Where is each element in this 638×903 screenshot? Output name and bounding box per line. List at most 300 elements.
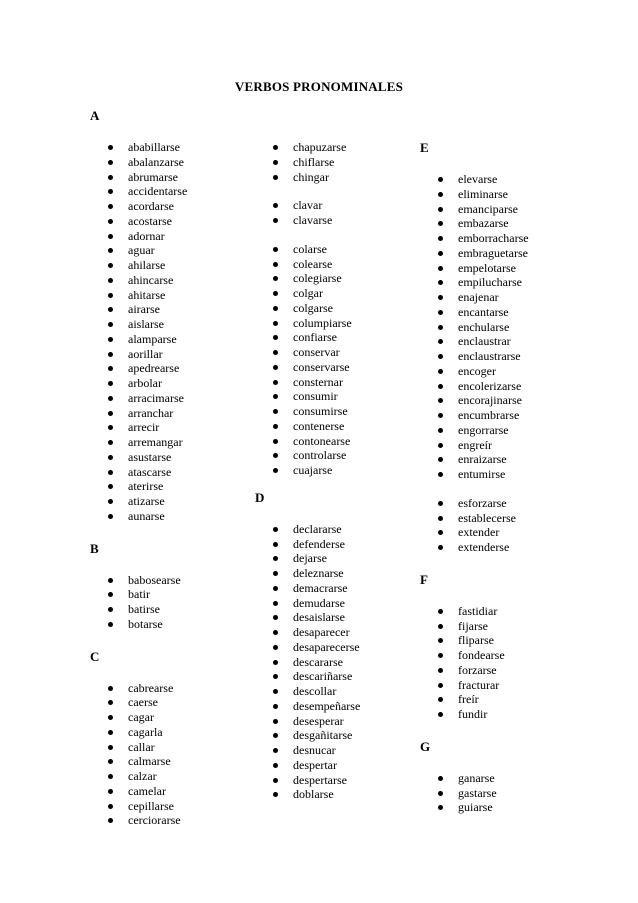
bullet-icon [438,339,443,344]
verb-text: fijarse [458,618,488,633]
verb-text: colearse [293,256,333,271]
verb-text: colgar [293,286,323,300]
list-item [420,290,529,305]
bullet-icon [108,396,113,401]
list-item [90,784,187,799]
verb-text: fliparse [458,633,494,648]
list-item [255,434,360,449]
bullet-icon [273,733,278,738]
list-item [90,725,187,740]
verb-text: batir [128,587,150,602]
verb-text: acordarse [128,199,174,213]
bullet-icon [108,592,113,597]
verb-text: clavar [293,198,323,213]
bullet-icon [273,380,278,385]
verb-text: botarse [128,616,163,631]
bullet-icon [108,730,113,735]
list-item [420,187,529,202]
bullet-icon [273,719,278,724]
verb-text: empelotarse [458,260,516,275]
verb-text: fundir [458,707,488,721]
list-item [90,243,187,258]
bullet-icon [108,715,113,720]
bullet-icon [273,203,278,208]
bullet-icon [438,638,443,643]
bullet-icon [438,354,443,359]
bullet-icon [438,177,443,182]
bullet-icon [108,804,113,809]
column-1 [90,108,187,828]
bullet-icon [438,398,443,403]
verb-text: aorillar [128,346,163,361]
bullet-icon [438,221,443,226]
bullet-icon [108,263,113,268]
bullet-icon [273,276,278,281]
verb-text: doblarse [293,787,334,802]
list-item [90,273,187,288]
verb-text: enraizarse [458,452,507,467]
verb-text: colegiarse [293,271,342,286]
verb-text: cepillarse [128,798,174,813]
verb-text: clavarse [293,213,333,227]
bullet-icon [108,411,113,416]
list-item [90,465,187,480]
bullet-icon [438,310,443,315]
list-item [420,216,529,231]
bullet-icon [273,175,278,180]
list-item [90,302,187,317]
list-item [420,379,529,394]
bullet-icon [273,615,278,620]
section-letter: D [255,489,265,505]
list-item [255,610,360,625]
list-item [90,813,187,828]
bullet-icon [273,145,278,150]
bullet-icon [273,778,278,783]
verb-text: batirse [128,602,160,616]
bullet-icon [108,175,113,180]
bullet-icon [108,307,113,312]
verb-text: encolerizarse [458,378,522,393]
list-item [90,199,187,214]
verb-text: fastidiar [458,603,498,618]
verb-text: desgañitarse [293,728,353,743]
verb-text: emanciparse [458,201,518,216]
bullet-icon [438,295,443,300]
list-item [90,155,187,170]
bullet-icon [108,499,113,504]
verb-text: enclaustrar [458,334,511,349]
list-item [420,408,529,423]
bullet-icon [108,745,113,750]
bullet-icon [273,291,278,296]
list-item [255,522,360,537]
bullet-icon [108,686,113,691]
bullet-icon [108,189,113,194]
list-item [420,496,529,511]
bullet-icon [273,453,278,458]
verb-text: aunarse [128,508,165,523]
verb-text: descararse [293,654,343,669]
verb-text: consternar [293,374,343,389]
verb-text: calzar [128,769,157,783]
bullet-icon [438,457,443,462]
list-item [90,332,187,347]
bullet-icon [438,776,443,781]
list-item [255,170,360,185]
list-item [420,349,529,364]
section-letter: E [420,140,429,155]
verb-text: desempeñarse [293,698,361,713]
verb-list [420,496,529,555]
bullet-icon [273,247,278,252]
verb-list [420,604,529,722]
bullet-icon [438,805,443,810]
bullet-icon [108,484,113,489]
section-letter: B [90,540,99,556]
bullet-icon [438,236,443,241]
bullet-icon [273,571,278,576]
bullet-icon [438,545,443,550]
verb-text: apedrearse [128,361,180,376]
verb-text: conservar [293,345,340,359]
bullet-icon [438,413,443,418]
list-item [90,769,187,784]
section-letter: F [420,571,428,587]
verb-text: ahilarse [128,258,166,272]
list-item [420,663,529,678]
verb-text: airarse [128,302,160,317]
verb-text: contenerse [293,418,345,433]
bullet-icon [273,218,278,223]
verb-list [420,771,529,815]
verb-list [255,198,360,228]
verb-text: calmarse [128,754,171,769]
verb-text: colarse [293,241,327,256]
list-item [255,286,360,301]
verb-text: embraguetarse [458,245,528,260]
verb-text: engreír [458,437,492,452]
verb-text: aterirse [128,479,164,494]
list-item [90,710,187,725]
bullet-icon [273,321,278,326]
list-item [255,743,360,758]
bullet-icon [273,160,278,165]
list-item [90,695,187,710]
list-item [255,625,360,640]
verb-text: entumirse [458,467,506,481]
verb-text: desaislarse [293,610,345,625]
verb-text: descollar [293,684,337,698]
bullet-icon [273,335,278,340]
bullet-icon [273,586,278,591]
list-item [420,172,529,187]
list-item [420,320,529,335]
bullet-icon [108,322,113,327]
list-item [90,347,187,362]
list-item [420,648,529,663]
verb-text: ahitarse [128,287,166,302]
list-item [420,364,529,379]
list-item [90,479,187,494]
list-item [90,184,187,199]
bullet-icon [273,424,278,429]
verb-text: conservarse [293,359,350,374]
verb-text: freír [458,692,479,707]
bullet-icon [108,293,113,298]
verb-text: consumir [293,389,338,404]
verb-list [90,681,187,829]
list-item [255,537,360,552]
list-item [90,140,187,155]
verb-text: controlarse [293,448,347,463]
list-item [90,361,187,376]
list-item [255,655,360,670]
list-item [255,640,360,655]
bullet-icon [438,501,443,506]
list-item [255,198,360,213]
list-item [90,406,187,421]
list-item [255,404,360,419]
bullet-icon [438,251,443,256]
bullet-icon [273,556,278,561]
bullet-icon [273,763,278,768]
bullet-icon [438,697,443,702]
bullet-icon [438,266,443,271]
list-item [255,581,360,596]
verb-text: demudarse [293,595,345,610]
verb-text: ababillarse [128,140,180,154]
verb-text: fracturar [458,677,500,692]
verb-text: encumbrarse [458,408,520,422]
list-item [90,450,187,465]
verb-text: chiflarse [293,154,335,169]
bullet-icon [108,789,113,794]
verb-text: caerse [128,695,158,710]
list-item [420,678,529,693]
list-item [90,229,187,244]
bullet-icon [438,668,443,673]
list-item [420,438,529,453]
verb-text: elevarse [458,172,498,186]
list-item [420,771,529,786]
verb-text: extenderse [458,540,510,554]
verb-text: arranchar [128,405,174,420]
verb-text: enajenar [458,290,499,304]
section-letter: G [420,738,431,754]
verb-text: asustarse [128,449,172,464]
bullet-icon [108,440,113,445]
list-item [90,214,187,229]
verb-text: declararse [293,521,342,536]
verb-text: empilucharse [458,275,522,290]
bullet-icon [108,455,113,460]
verb-text: colgarse [293,300,333,315]
verb-list [255,140,360,184]
page-title: VERBOS PRONOMINALES [234,79,404,94]
list-item [420,231,529,246]
verb-text: engorrarse [458,422,509,437]
verb-text: gastarse [458,785,497,800]
bullet-icon [108,622,113,627]
bullet-icon [273,601,278,606]
verb-text: embazarse [458,216,509,231]
list-item [255,684,360,699]
verb-text: encorajinarse [458,393,522,408]
list-item [90,420,187,435]
list-item [255,301,360,316]
bullet-icon [108,774,113,779]
column-2 [255,140,360,802]
list-item [90,681,187,696]
verb-text: encoger [458,363,496,378]
verb-text: descariñarse [293,669,353,684]
verb-text: chapuzarse [293,140,347,154]
bullet-icon [273,542,278,547]
list-item [90,391,187,406]
verb-text: cerciorarse [128,813,181,828]
list-item [420,275,529,290]
verb-text: cabrearse [128,680,174,695]
bullet-icon [273,409,278,414]
list-item [420,334,529,349]
bullet-icon [108,381,113,386]
verb-text: chingar [293,169,329,184]
verb-text: guiarse [458,800,493,815]
verb-text: accidentarse [128,184,188,199]
verb-text: contonearse [293,433,351,448]
list-item [255,257,360,272]
list-item [90,317,187,332]
verb-text: adornar [128,228,165,243]
section-letter: A [90,108,100,123]
verb-text: ganarse [458,770,495,785]
list-item [90,435,187,450]
verb-text: arbolar [128,376,162,390]
verb-text: arremangar [128,435,183,449]
bullet-icon [273,439,278,444]
list-item [420,619,529,634]
bullet-icon [273,306,278,311]
list-item [420,604,529,619]
verb-text: despertarse [293,772,347,787]
list-item [255,242,360,257]
list-item [255,419,360,434]
verb-text: cuajarse [293,463,333,477]
bullet-icon [108,700,113,705]
list-item [255,316,360,331]
list-item [255,669,360,684]
list-item [255,375,360,390]
list-item [255,566,360,581]
bullet-icon [108,337,113,342]
bullet-icon [108,160,113,165]
list-item [255,699,360,714]
bullet-icon [108,425,113,430]
bullet-icon [273,792,278,797]
verb-text: deleznarse [293,566,344,580]
bullet-icon [108,818,113,823]
list-item [420,800,529,815]
verb-text: desaparecer [293,625,350,639]
bullet-icon [273,394,278,399]
verb-text: camelar [128,783,166,798]
bullet-icon [273,748,278,753]
list-item [255,360,360,375]
list-item [420,452,529,467]
verb-text: enchularse [458,319,510,334]
verb-text: ahincarse [128,272,174,287]
list-item [255,758,360,773]
verb-text: encantarse [458,304,509,319]
verb-text: desesperar [293,713,344,728]
verb-text: aguar [128,243,155,258]
list-item [255,345,360,360]
verb-text: consumirse [293,404,348,418]
bullet-icon [438,653,443,658]
verb-text: eliminarse [458,186,508,201]
list-item [90,617,187,632]
bullet-icon [438,325,443,330]
list-item [420,467,529,482]
list-item [90,258,187,273]
verb-text: desaparecerse [293,639,360,654]
verb-text: abrumarse [128,169,178,184]
list-item [420,246,529,261]
bullet-icon [438,791,443,796]
list-item [90,170,187,185]
bullet-icon [438,443,443,448]
column-3 [420,140,529,815]
bullet-icon [273,689,278,694]
verb-text: alamparse [128,331,177,346]
bullet-icon [108,607,113,612]
bullet-icon [108,278,113,283]
bullet-icon [438,428,443,433]
section-letter: C [90,648,100,664]
bullet-icon [108,234,113,239]
list-item [255,389,360,404]
verb-text: callar [128,739,155,754]
list-item [255,330,360,345]
list-item [420,511,529,526]
list-item [90,288,187,303]
verb-text: babosearse [128,572,181,587]
verb-text: acostarse [128,213,172,228]
list-item [420,423,529,438]
bullet-icon [108,578,113,583]
bullet-icon [438,683,443,688]
list-item [90,799,187,814]
list-item [90,509,187,524]
verb-text: columpiarse [293,315,352,330]
bullet-icon [273,630,278,635]
list-item [90,740,187,755]
list-item [90,602,187,617]
list-item [420,633,529,648]
bullet-icon [108,145,113,150]
verb-text: despertar [293,757,337,772]
bullet-icon [273,365,278,370]
bullet-icon [108,759,113,764]
bullet-icon [438,207,443,212]
list-item [255,448,360,463]
verb-text: cagarla [128,724,163,739]
bullet-icon [108,219,113,224]
verb-text: cagar [128,710,154,724]
list-item [255,728,360,743]
verb-text: aislarse [128,317,164,331]
